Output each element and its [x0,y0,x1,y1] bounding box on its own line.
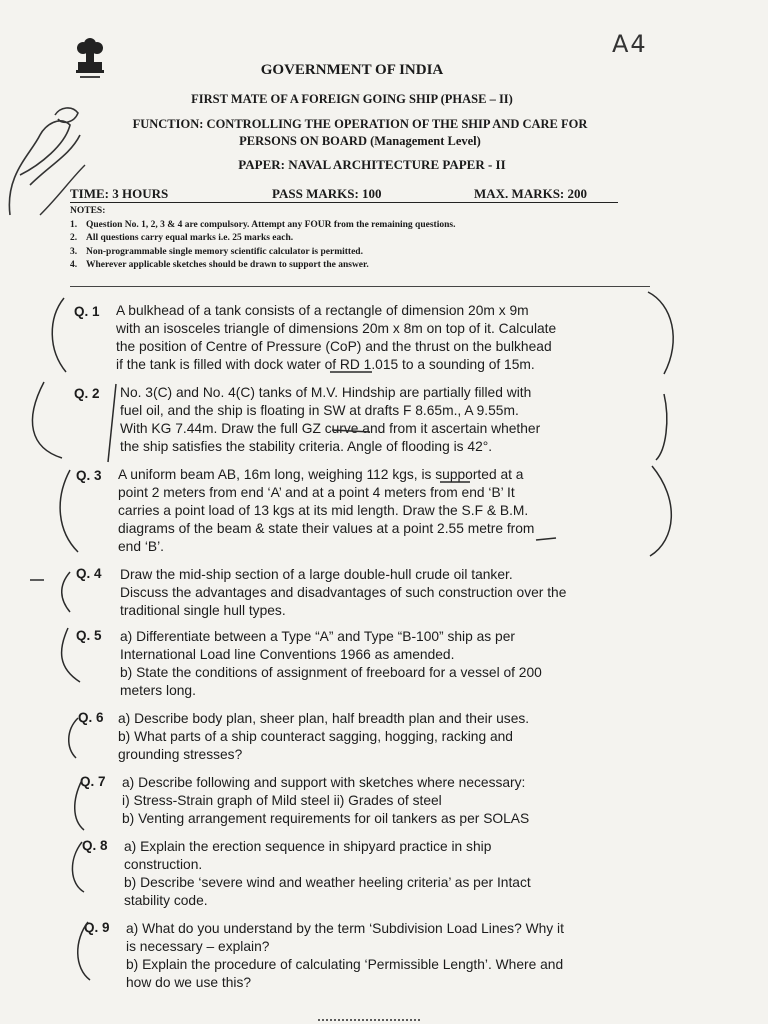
header-function-line1: FUNCTION: CONTROLLING THE OPERATION OF THE SHIP AND CARE FOR [132,117,588,131]
note-item [70,246,590,260]
corner-handwritten-mark: A4 [612,30,648,58]
notes-heading: NOTES: [70,206,106,216]
question-text: a) What do you understand by the term ‘Subdivision Load Lines? Why it is necessary – explain? b) Explain the procedure of calculating ‘Permissible Length’. Where and how do we use this? [126,921,564,990]
question-text: A uniform beam AB, 16m long, weighing 112 kgs, is supported at a point 2 meters from end ‘A’ and at a point 4 meters from end ‘B’ It carries a point load of 13 kgs at its mid length. Draw the S.F & B.M. diagrams of the beam & state their values at a point 2.55 metre from end ‘B’. [118,467,535,554]
note-text: Non-programmable single memory scientific calculator is permitted. [86,246,363,257]
question-number: Q. 3 [76,468,102,483]
header-function [60,116,660,150]
question-number: Q. 9 [84,920,110,935]
max-marks-label: MAX. MARKS: 200 [474,186,588,201]
header-paper: PAPER: NAVAL ARCHITECTURE PAPER - II [238,157,506,172]
question-text: Draw the mid-ship section of a large double-hull crude oil tanker. Discuss the advantages and disadvantages of such construction over the traditional single hull types. [120,567,567,618]
question-text: a) Describe body plan, sheer plan, half breadth plan and their uses. b) What parts of a ship counteract sagging, hogging, racking and grounding stresses? [118,711,530,762]
section-divider [70,286,650,287]
note-text: All questions carry equal marks i.e. 25 marks each. [86,233,294,243]
meta-underline [70,202,618,203]
note-text: Question No. 1, 2, 3 & 4 are compulsory. Attempt any FOUR from the remaining questions. [86,219,456,230]
note-text: Wherever applicable sketches should be drawn to support the answer. [86,260,369,270]
question-text: a) Describe following and support with sketches where necessary: i) Stress-Strain graph of Mild steel ii) Grades of steel b) Venting arrangement requirements for oil tankers as per SOLAS [122,775,530,826]
question-text: a) Explain the erection sequence in shipyard practice in ship construction. b) Describe ‘severe wind and weather heeling criteria’ as per Intact stability code. [124,839,531,908]
question-text: A bulkhead of a tank consists of a rectangle of dimension 20m x 9m with an isosceles triangle of dimensions 20m x 8m on top of it. Calculate the position of Centre of Pressure (CoP) and the thrust on the bulkhead if the tank is filled with dock water of RD 1.015 to a sounding of 15m. [116,303,557,372]
question-number: Q. 2 [74,386,100,401]
time-label: TIME: 3 HOURS [70,186,169,201]
notes-section [70,205,590,273]
question-number: Q. 6 [78,710,104,725]
note-item [70,232,590,246]
question-number: Q. 4 [76,566,102,581]
header-function-line2: PERSONS ON BOARD (Management Level) [239,134,481,148]
note-item [70,259,590,273]
header-government: GOVERNMENT OF INDIA [260,62,444,78]
header-exam: FIRST MATE OF A FOREIGN GOING SHIP (PHASE – II) [191,92,513,106]
question-number: Q. 7 [80,774,106,789]
question-number: Q. 5 [76,628,102,643]
question-number: Q. 8 [82,838,108,853]
note-number: 4. [70,260,78,270]
note-number: 2. [70,233,78,243]
note-number: 1. [70,219,78,230]
pass-marks-label: PASS MARKS: 100 [272,186,382,201]
note-number: 3. [70,246,78,257]
question-text: No. 3(C) and No. 4(C) tanks of M.V. Hindship are partially filled with fuel oil, and the ship is floating in SW at drafts F 8.65m., A 9.55m. With KG 7.44m. Draw the full GZ curve and from it ascertain whether the ship satisfies the stability criteria. Angle of flooding is 42°. [120,385,541,454]
note-item [70,219,590,233]
question-text: a) Differentiate between a Type “A” and Type “B-100” ship as per International Load line Conventions 1966 as amended. b) State the conditions of assignment of freeboard for a vessel of 200 meters long. [120,629,542,698]
question-number: Q. 1 [74,304,100,319]
